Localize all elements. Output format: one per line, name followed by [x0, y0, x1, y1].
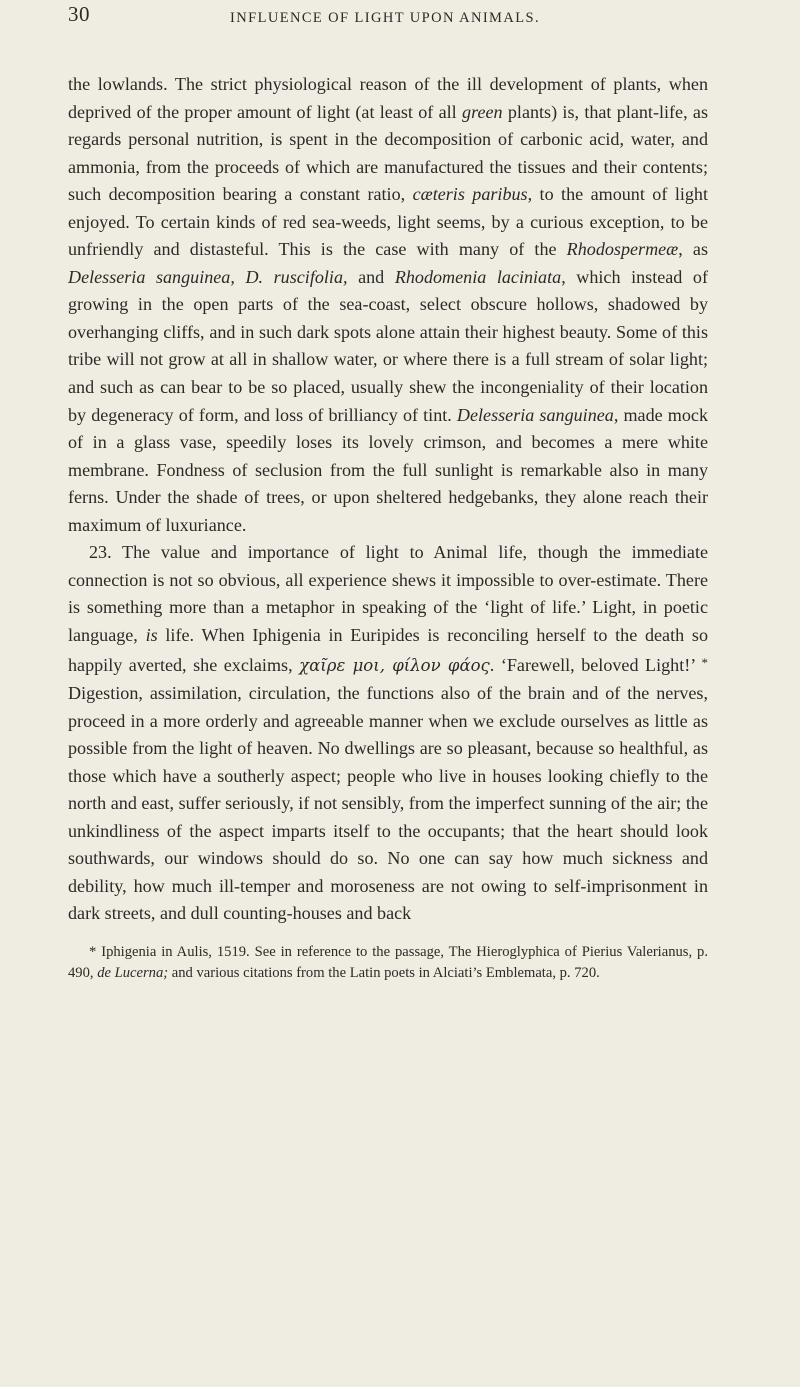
species-name: Rhodospermeæ	[566, 239, 679, 260]
species-name: Delesseria sanguinea, D. ruscifolia,	[68, 266, 348, 287]
text-span: and	[347, 266, 395, 287]
text-span: , made mock of in a glass vase, speedily loses its lovely crimson, and becomes a mere white membrane. Fondness of seclusion from the full sunlight is remarkable also in many ferns. Under the shade of trees, or upon sheltered hedgebanks, they alone reach their maximum of luxuriance.	[68, 404, 708, 535]
page-number: 30	[68, 2, 90, 26]
text-span: and various citations from the Latin poets in Alciati’s Emblemata, p. 720.	[168, 965, 600, 982]
paragraph-23	[68, 539, 708, 928]
species-name: Rhodomenia laciniata	[394, 266, 562, 287]
text-span: the lowlands. The strict physiological reason of the ill development of plants, when deprived of the proper amount of light (at least of all	[68, 74, 708, 122]
italic-term: cæteris paribus	[412, 184, 528, 205]
body-text	[68, 71, 708, 928]
text-span: , which instead of growing in the open parts of the sea-coast, select obscure hollows, shadowed by overhanging cliffs, and in such dark spots alone attain their highest beauty. Some of this tribe will not grow at all in shallow water, or where there is a full stream of solar light; and such as can bear to be so placed, usually shew the incongeniality of their location by degeneracy of form, and loss of brilliancy of tint.	[68, 266, 708, 425]
text-span: , to the amount of light enjoyed. To certain kinds of red sea-weeds, light seems, by a curious exception, to be unfriendly and distasteful. This is the case with many of the	[68, 184, 708, 260]
footnote-marker[interactable]: *	[701, 655, 708, 671]
species-name: Delesseria sanguinea	[456, 404, 614, 425]
text-span: Digestion, assimilation, circulation, the functions also of the brain and of the nerves, proceed in a more orderly and agreeable manner when we exclude ourselves as little as possible from the light of heaven. No dwellings are so pleasant, because so healthful, as those which have a southerly aspect; people who live in houses looking chiefly to the north and east, suffer seriously, if not sensibly, from the imperfect sunning of the air; the unkindliness of the aspect imparts itself to the occupants; that the heart should look southwards, our windows should do so. No one can say how much sickness and debility, how much ill-temper and moroseness are not owing to self-imprisonment in dark streets, and dull counting-houses and back	[68, 683, 708, 924]
text-span: 23. The value and importance of light to Animal life, though the immediate connection is not so obvious, all experience shews it impossible to over-estimate. There is something more than a metaphor in speaking of the ‘light of life.’ Light, in poetic language,	[68, 542, 708, 645]
italic-term: is	[145, 624, 158, 645]
italic-term: green	[462, 101, 503, 122]
text-span: life. When Iphigenia in Euripides is reconciling herself to the death so happily averted, she exclaims,	[68, 624, 708, 676]
greek-quote: χαῖρε μοι, φίλον φάος	[299, 656, 490, 676]
text-span: plants) is, that plant-life, as regards personal nutrition, is spent in the decomposition of carbonic acid, water, and ammonia, from the proceeds of which are manufactured the tissues and their contents; such decomposition bearing a constant ratio,	[68, 101, 708, 205]
italic-term: de Lucerna;	[97, 965, 169, 982]
running-head: INFLUENCE OF LIGHT UPON ANIMALS.	[230, 10, 540, 26]
footnote	[68, 942, 708, 985]
text-span: , as	[678, 239, 708, 260]
paragraph-plants	[68, 71, 708, 539]
text-span: . ‘Farewell, beloved Light!’	[489, 655, 702, 676]
text-span: * Iphigenia in Aulis, 1519. See in reference to the passage, The Hieroglyphica of Pierius Valerianus, p. 490,	[68, 943, 708, 982]
page-header	[68, 0, 708, 50]
